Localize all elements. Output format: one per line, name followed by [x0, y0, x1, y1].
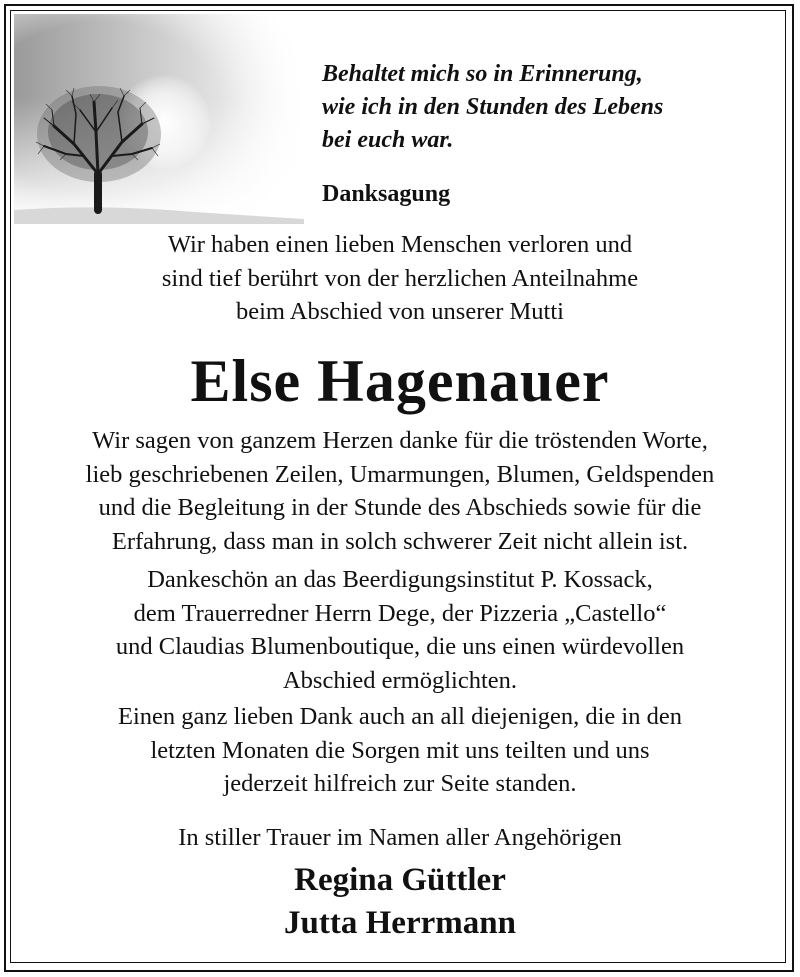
paragraph-line: Dankeschön an das Beerdigungsinstitut P. Kossack,: [147, 566, 653, 593]
motto-line: Behaltet mich so in Erinnerung,: [322, 61, 643, 87]
thanks-paragraph-2: [20, 563, 780, 698]
intro-text: [20, 228, 780, 329]
thanks-paragraph-3: [20, 700, 780, 801]
motto-line: wie ich in den Stunden des Lebens: [322, 94, 664, 120]
paragraph-line: und Claudias Blumenboutique, die uns einen würdevollen: [115, 633, 685, 661]
paragraph-line: und die Begleitung in der Stunde des Abschieds sowie für die: [98, 494, 702, 522]
tree-icon: [14, 14, 304, 224]
paragraph-line: letzten Monaten die Sorgen mit uns teilten und uns: [150, 736, 650, 764]
paragraph-line: dem Trauerredner Herrn Dege, der Pizzeria „Castello“: [133, 599, 667, 627]
deceased-name: Else Hagenauer: [190, 348, 610, 414]
signatory-1: Regina Güttler: [294, 862, 506, 898]
closing-line: [20, 821, 780, 855]
paragraph-line: Abschied ermöglichten.: [282, 667, 518, 695]
motto-quote: [322, 58, 742, 157]
closing-text: In stiller Trauer im Namen aller Angehörigen: [178, 824, 622, 851]
motto-line: bei euch war.: [322, 127, 454, 153]
paragraph-line: lieb geschriebenen Zeilen, Umarmungen, Blumen, Geldspenden: [85, 460, 715, 488]
intro-line: sind tief berührt von der herzlichen Anteilnahme: [161, 264, 639, 292]
paragraph-line: Einen ganz lieben Dank auch an all diejenigen, die in den: [118, 703, 682, 730]
paragraph-line: Wir sagen von ganzem Herzen danke für die tröstenden Worte,: [92, 427, 708, 454]
heading-danksagung: Danksagung: [322, 181, 451, 207]
paragraph-line: jederzeit hilfreich zur Seite standen.: [223, 770, 577, 798]
intro-line: beim Abschied von unserer Mutti: [236, 298, 564, 326]
signatory-2: Jutta Herrmann: [284, 905, 516, 941]
thanks-paragraph-1: [20, 424, 780, 559]
paragraph-line: Erfahrung, dass man in solch schwerer Zeit nicht allein ist.: [111, 528, 689, 556]
intro-line: Wir haben einen lieben Menschen verloren und: [167, 231, 633, 258]
